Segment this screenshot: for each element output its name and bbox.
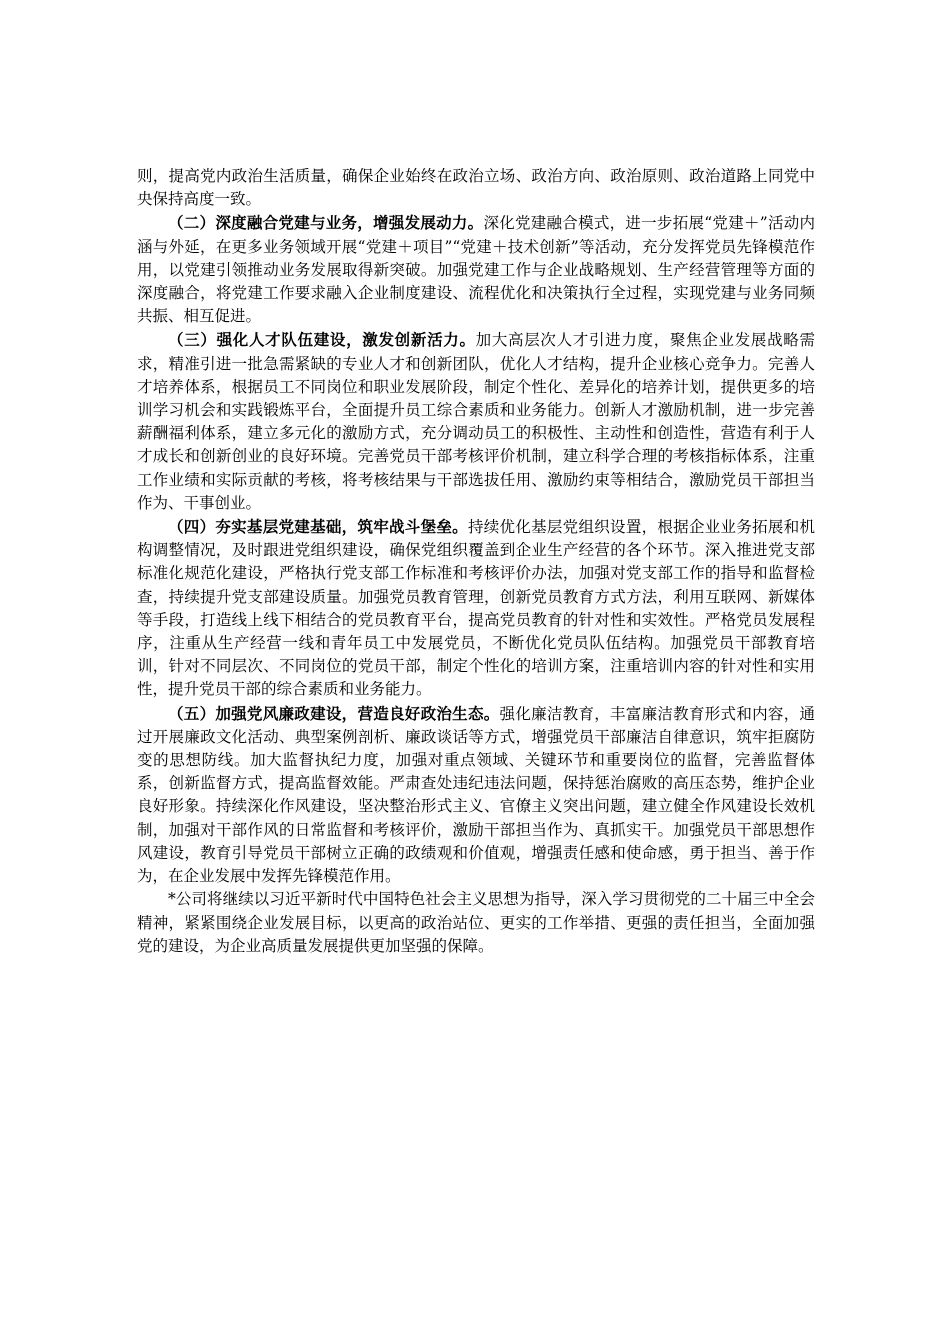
paragraph-conclusion <box>137 888 815 958</box>
paragraph-section-4 <box>137 515 815 702</box>
paragraph-body: 加大高层次人才引进力度，聚焦企业发展战略需求，精准引进一批急需紧缺的专业人才和创新团队，优化人才结构，提升企业核心竞争力。完善人才培养体系，根据员工不同岗位和职业发展阶段，制定个性化、差异化的培养计划，提供更多的培训学习机会和实践锻炼平台，全面提升员工综合素质和业务能力。创新人才激励机制，进一步完善薪酬福利体系，建立多元化的激励方式，充分调动员工的积极性、主动性和创造性，营造有利于人才成长和创新创业的良好环境。完善党员干部考核评价机制，建立科学合理的考核指标体系，注重工作业绩和实际贡献的考核，将考核结果与干部选拔任用、激励约束等相结合，激励党员干部担当作为、干事创业。 <box>137 331 815 512</box>
paragraph-body: 强化廉洁教育，丰富廉洁教育形式和内容，通过开展廉政文化活动、典型案例剖析、廉政谈话等方式，增强党员干部廉洁自律意识，筑牢拒腐防变的思想防线。加大监督执纪力度，加强对重点领域、关键环节和重要岗位的监督，完善监督体系，创新监督方式，提高监督效能。严肃查处违纪违法问题，保持惩治腐败的高压态势，维护企业良好形象。持续深化作风建设，坚决整治形式主义、官僚主义突出问题，建立健全作风建设长效机制，加强对干部作风的日常监督和考核评价，激励干部担当作为、真抓实干。加强党员干部思想作风建设，教育引导党员干部树立正确的政绩观和价值观，增强责任感和使命感，勇于担当、善于作为，在企业发展中发挥先锋模范作用。 <box>137 704 815 886</box>
section-heading: （三）强化人才队伍建设，激发创新活力。 <box>168 330 476 350</box>
paragraph-section-5 <box>137 702 815 889</box>
paragraph-section-3 <box>137 328 815 515</box>
paragraph-body: 则，提高党内政治生活质量，确保企业始终在政治立场、政治方向、政治原则、政治道路上同党中央保持高度一致。 <box>137 167 815 209</box>
section-heading: （五）加强党风廉政建设，营造良好政治生态。 <box>168 703 500 723</box>
paragraph-body: 持续优化基层党组织设置，根据企业业务拓展和机构调整情况，及时跟进党组织建设，确保党组织覆盖到企业生产经营的各个环节。深入推进党支部标准化规范化建设，严格执行党支部工作标准和考核评价办法，加强对党支部工作的指导和监督检查，持续提升党支部建设质量。加强党员教育管理，创新党员教育方式方法，利用互联网、新媒体等手段，打造线上线下相结合的党员教育平台，提高党员教育的针对性和实效性。严格党员发展程序，注重从生产经营一线和青年员工中发展党员，不断优化党员队伍结构。加强党员干部教育培训，针对不同层次、不同岗位的党员干部，制定个性化的培训方案，注重培训内容的针对性和实用性，提升党员干部的综合素质和业务能力。 <box>137 518 815 699</box>
paragraph-continuation <box>137 165 815 211</box>
paragraph-body: 深化党建融合模式，进一步拓展“党建＋”活动内涵与外延，在更多业务领域开展“党建＋项目”“党建＋技术创新”等活动，充分发挥党员先锋模范作用，以党建引领推动业务发展取得新突破。加强党建工作与企业战略规划、生产经营管理等方面的深度融合，将党建工作要求融入企业制度建设、流程优化和决策执行全过程，实现党建与业务同频共振、相互促进。 <box>137 214 815 326</box>
document-page <box>137 165 815 958</box>
paragraph-section-2 <box>137 211 815 328</box>
section-heading: （四）夯实基层党建基础，筑牢战斗堡垒。 <box>168 517 468 537</box>
section-heading: （二）深度融合党建与业务，增强发展动力。 <box>168 213 484 233</box>
paragraph-body: *公司将继续以习近平新时代中国特色社会主义思想为指导，深入学习贯彻党的二十届三中全会精神，紧紧围绕企业发展目标，以更高的政治站位、更实的工作举措、更强的责任担当，全面加强党的建设，为企业高质量发展提供更加坚强的保障。 <box>137 890 815 955</box>
